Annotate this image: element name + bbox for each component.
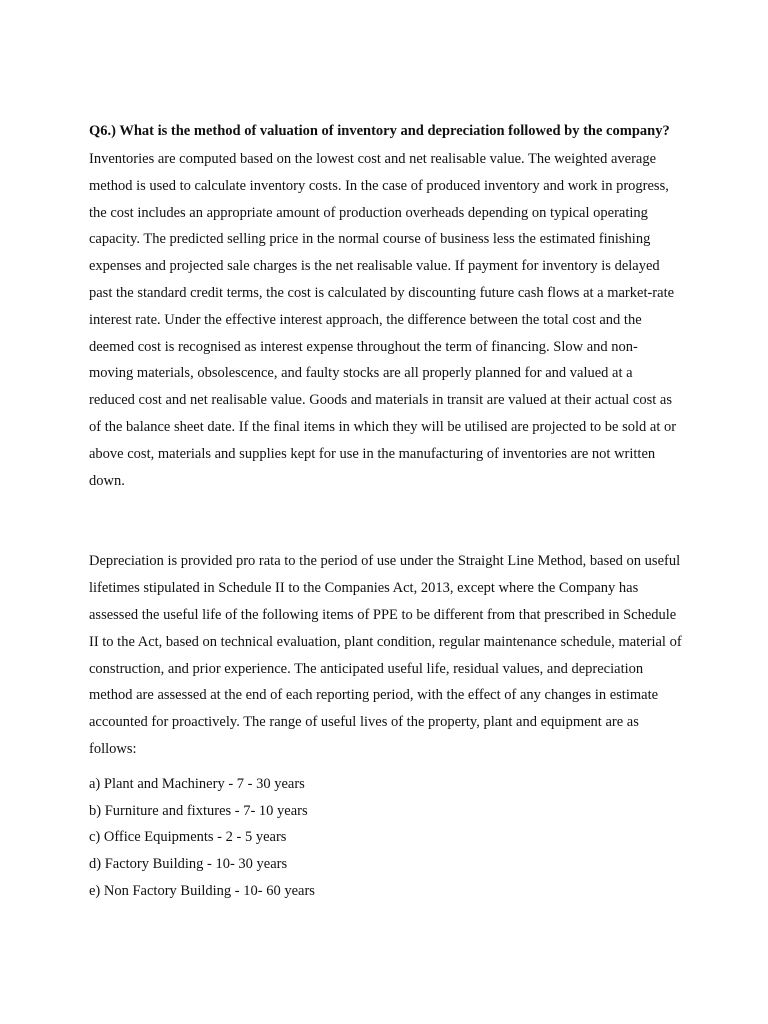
list-item: b) Furniture and fixtures - 7- 10 years bbox=[89, 802, 308, 819]
list-item: d) Factory Building - 10- 30 years bbox=[89, 856, 288, 873]
list-item: c) Office Equipments - 2 - 5 years bbox=[89, 829, 287, 846]
useful-lives-list bbox=[89, 771, 689, 905]
question-heading: Q6.) What is the method of valuation of inventory and depreciation followed by the company? bbox=[89, 123, 670, 139]
list-item: a) Plant and Machinery - 7 - 30 years bbox=[89, 775, 305, 792]
depreciation-paragraph: Depreciation is provided pro rata to the period of use under the Straight Line Method, based on useful lifetimes stipulated in Schedule II to the Companies Act, 2013, except where the Company has assessed the useful life of the following items of PPE to be different from that prescribed in Schedule II to the Act, based on technical evaluation, plant condition, regular maintenance schedule, material of construction, and prior experience. The anticipated useful life, residual values, and depreciation method are assessed at the end of each reporting period, with the effect of any changes in estimate accounted for proactively. The range of useful lives of the property, plant and equipment are as follows: bbox=[89, 553, 682, 757]
list-item: e) Non Factory Building - 10- 60 years bbox=[89, 882, 315, 899]
document-page bbox=[89, 122, 689, 905]
inventory-valuation-paragraph: Inventories are computed based on the lowest cost and net realisable value. The weighted average method is used to calculate inventory costs. In the case of produced inventory and work in progress, the cost includes an appropriate amount of production overheads depending on typical operating capacity. The predicted selling price in the normal course of business less the estimated finishing expenses and projected sale charges is the net realisable value. If payment for inventory is delayed past the standard credit terms, the cost is calculated by discounting future cash flows at a market-rate interest rate. Under the effective interest approach, the difference between the total cost and the deemed cost is recognised as interest expense throughout the term of financing. Slow and non-moving materials, obsolescence, and faulty stocks are all properly planned for and valued at a reduced cost and net realisable value. Goods and materials in transit are valued at their actual cost as of the balance sheet date. If the final items in which they will be utilised are projected to be sold at or above cost, materials and supplies kept for use in the manufacturing of inventories are not written down. bbox=[89, 151, 677, 489]
